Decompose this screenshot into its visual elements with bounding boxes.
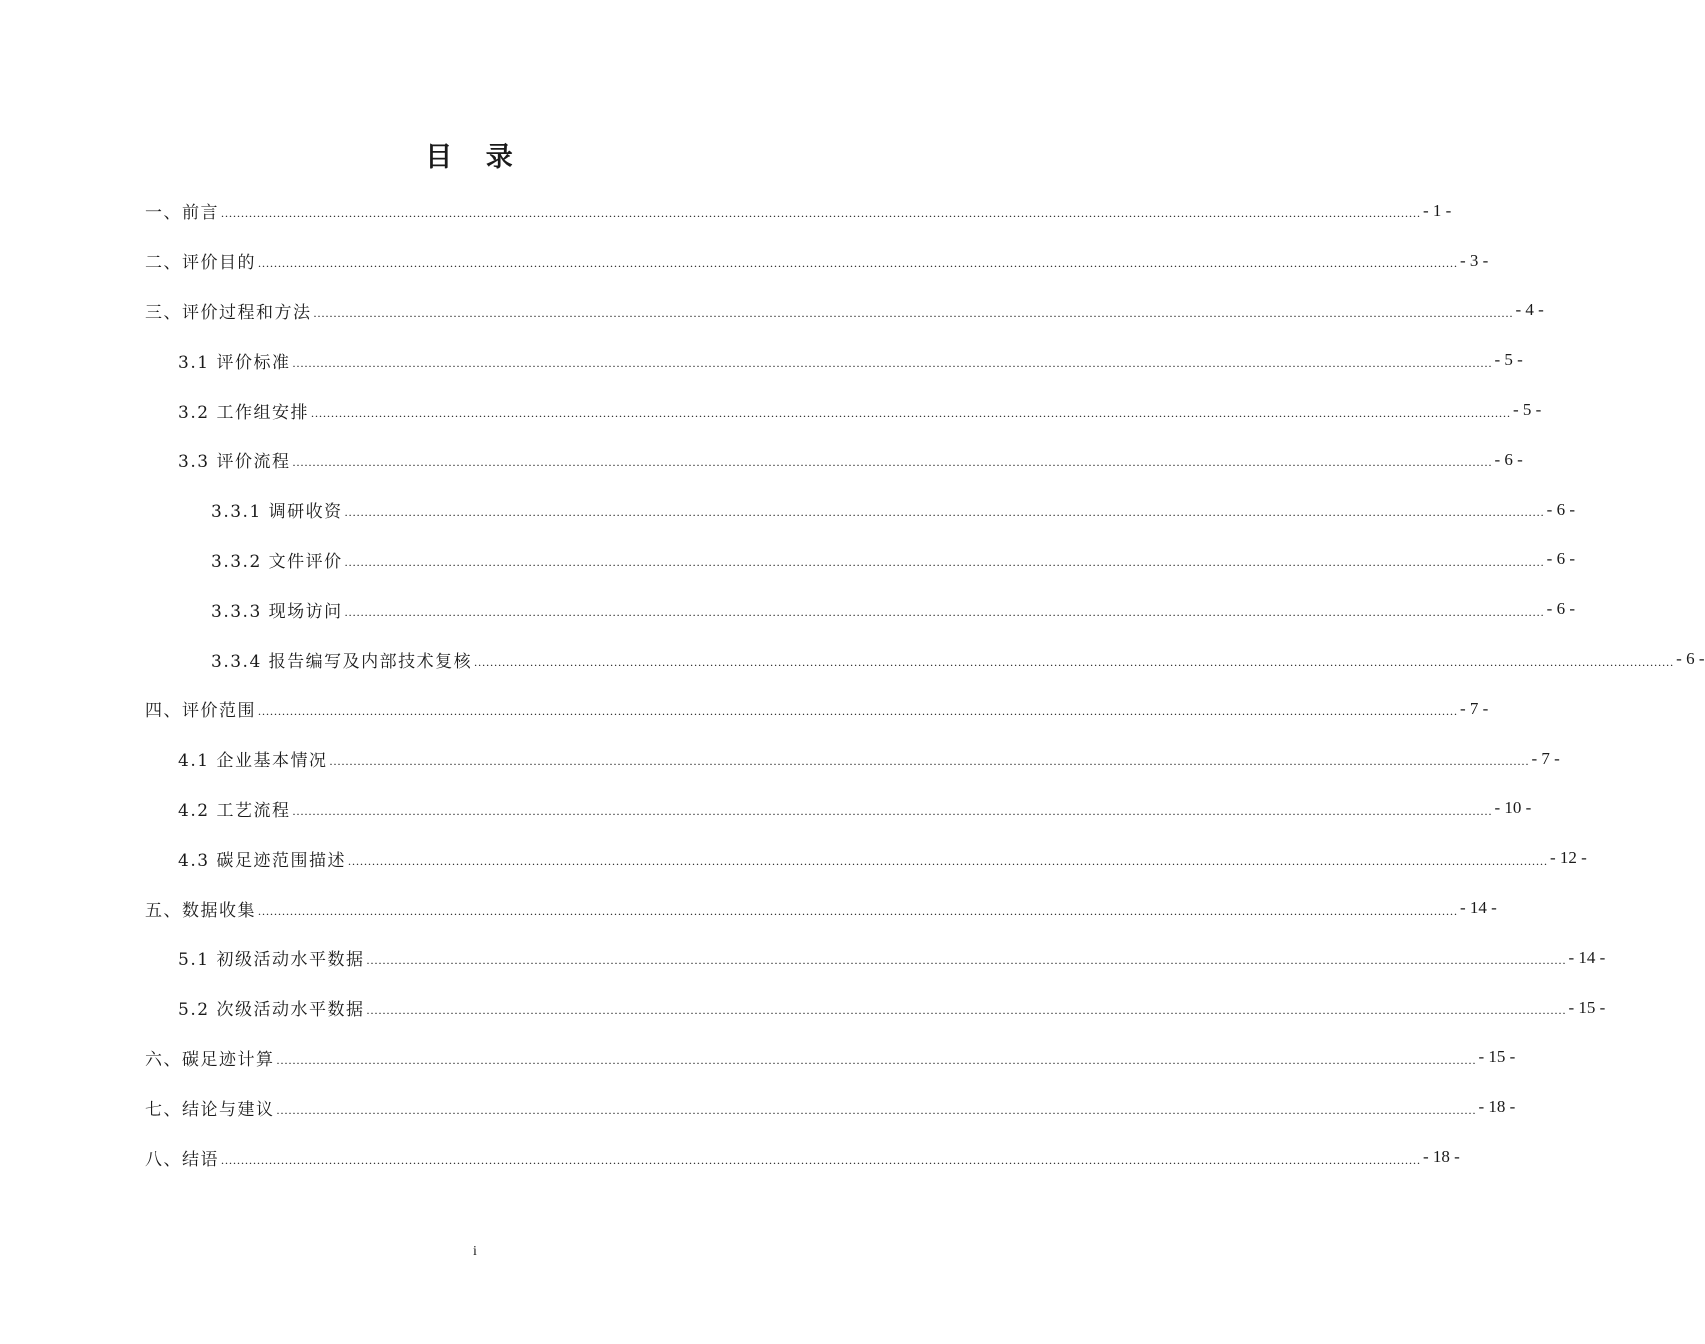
toc-entry-page: - 4 - (1515, 300, 1544, 320)
toc-entry-label: 3.3.4 报告编写及内部技术复核 (211, 651, 473, 672)
toc-leader-dots: ............................................................................................................................................................................................................................................................................................................ (329, 754, 1530, 769)
toc-entry-label: 六、碳足迹计算 (145, 1049, 275, 1070)
toc-entry-page: - 12 - (1549, 848, 1587, 868)
toc-entry-page: - 14 - (1568, 947, 1606, 967)
toc-entry-label: 四、评价范围 (145, 701, 256, 722)
toc-entry-page: - 6 - (1546, 599, 1575, 619)
toc-entry[interactable] (145, 335, 1523, 385)
toc-leader-dots: ............................................................................................................................................................................................................................................................................................................ (347, 853, 1548, 868)
toc-entry[interactable] (145, 684, 1489, 734)
toc-leader-dots: ............................................................................................................................................................................................................................................................................................................ (313, 305, 1514, 320)
toc-entry-page: - 6 - (1494, 449, 1523, 469)
toc-entry-page: - 18 - (1423, 1147, 1460, 1167)
toc-entry-label: 3.3.3 现场访问 (211, 601, 343, 622)
toc-entry-page: - 6 - (1676, 649, 1705, 669)
toc-entry[interactable] (145, 286, 1544, 336)
toc-entry[interactable] (145, 784, 1532, 834)
toc-leader-dots: ............................................................................................................................................................................................................................................................................................................ (221, 1152, 1421, 1167)
toc-entry-label: 一、前言 (145, 203, 219, 224)
page-number: i (473, 1244, 477, 1259)
toc-entry-label: 3.3.1 调研收资 (211, 502, 343, 523)
toc-entry[interactable] (145, 435, 1523, 485)
toc-leader-dots: ............................................................................................................................................................................................................................................................................................................ (344, 604, 1545, 619)
toc-entry[interactable] (145, 186, 1452, 236)
toc-entry-page: - 3 - (1460, 250, 1489, 270)
toc-entry-page: - 7 - (1460, 698, 1489, 718)
toc-entry-label: 二、评价目的 (145, 253, 256, 274)
toc-entry-label: 4.2 工艺流程 (178, 800, 291, 821)
toc-entry-label: 4.1 企业基本情况 (178, 751, 328, 772)
toc-leader-dots: ............................................................................................................................................................................................................................................................................................................ (344, 505, 1545, 520)
toc-entry-label: 七、结论与建议 (145, 1099, 275, 1120)
toc-leader-dots: ............................................................................................................................................................................................................................................................................................................ (292, 803, 1493, 818)
toc-leader-dots: ............................................................................................................................................................................................................................................................................................................ (366, 953, 1567, 968)
toc-entry-label: 3.3.2 文件评价 (211, 551, 343, 572)
toc-entry[interactable] (145, 236, 1489, 286)
toc-entry[interactable] (145, 1132, 1460, 1182)
toc-entry[interactable] (145, 833, 1587, 883)
toc-entry[interactable] (145, 634, 1705, 684)
toc-entry[interactable] (145, 385, 1542, 435)
table-of-contents (145, 186, 1705, 1182)
toc-entry-page: - 14 - (1460, 898, 1497, 918)
toc-entry-label: 五、数据收集 (145, 900, 256, 921)
toc-leader-dots: ............................................................................................................................................................................................................................................................................................................ (258, 903, 1458, 918)
toc-entry[interactable] (145, 535, 1575, 585)
toc-entry-page: - 6 - (1546, 499, 1575, 519)
toc-entry-page: - 6 - (1546, 549, 1575, 569)
toc-leader-dots: ............................................................................................................................................................................................................................................................................................................ (474, 654, 1675, 669)
toc-entry-page: - 18 - (1478, 1097, 1516, 1117)
toc-leader-dots: ............................................................................................................................................................................................................................................................................................................ (366, 1003, 1567, 1018)
toc-leader-dots: ............................................................................................................................................................................................................................................................................................................ (310, 405, 1511, 420)
page-title: 目 录 (425, 142, 525, 173)
toc-leader-dots: ............................................................................................................................................................................................................................................................................................................ (292, 355, 1493, 370)
toc-entry-label: 3.3 评价流程 (178, 452, 291, 473)
toc-entry-page: - 1 - (1423, 200, 1452, 220)
toc-entry-label: 八、结语 (145, 1149, 219, 1170)
toc-entry-page: - 10 - (1494, 798, 1532, 818)
toc-leader-dots: ............................................................................................................................................................................................................................................................................................................ (258, 704, 1458, 719)
toc-leader-dots: ............................................................................................................................................................................................................................................................................................................ (292, 455, 1493, 470)
toc-leader-dots: ............................................................................................................................................................................................................................................................................................................ (221, 206, 1421, 221)
toc-entry-page: - 5 - (1512, 400, 1542, 420)
toc-entry-label: 5.2 次级活动水平数据 (178, 1000, 365, 1021)
toc-entry-page: - 15 - (1568, 997, 1606, 1017)
toc-entry[interactable] (145, 1082, 1516, 1132)
toc-leader-dots: ............................................................................................................................................................................................................................................................................................................ (276, 1052, 1477, 1067)
toc-entry[interactable] (145, 584, 1575, 634)
toc-entry-label: 5.1 初级活动水平数据 (178, 950, 365, 971)
toc-entry[interactable] (145, 734, 1560, 784)
toc-entry-label: 4.3 碳足迹范围描述 (178, 850, 346, 871)
toc-entry[interactable] (145, 883, 1497, 933)
toc-leader-dots: ............................................................................................................................................................................................................................................................................................................ (258, 256, 1458, 271)
toc-entry[interactable] (145, 983, 1606, 1033)
toc-entry[interactable] (145, 933, 1606, 983)
toc-leader-dots: ............................................................................................................................................................................................................................................................................................................ (276, 1102, 1477, 1117)
toc-leader-dots: ............................................................................................................................................................................................................................................................................................................ (344, 554, 1545, 569)
toc-entry[interactable] (145, 1033, 1516, 1083)
toc-entry-label: 三、评价过程和方法 (145, 302, 312, 323)
toc-entry-label: 3.1 评价标准 (178, 352, 291, 373)
toc-entry-page: - 5 - (1494, 350, 1523, 370)
toc-entry-page: - 7 - (1531, 748, 1560, 768)
toc-entry-page: - 15 - (1478, 1047, 1516, 1067)
toc-entry-label: 3.2 工作组安排 (178, 402, 309, 423)
toc-entry[interactable] (145, 485, 1575, 535)
